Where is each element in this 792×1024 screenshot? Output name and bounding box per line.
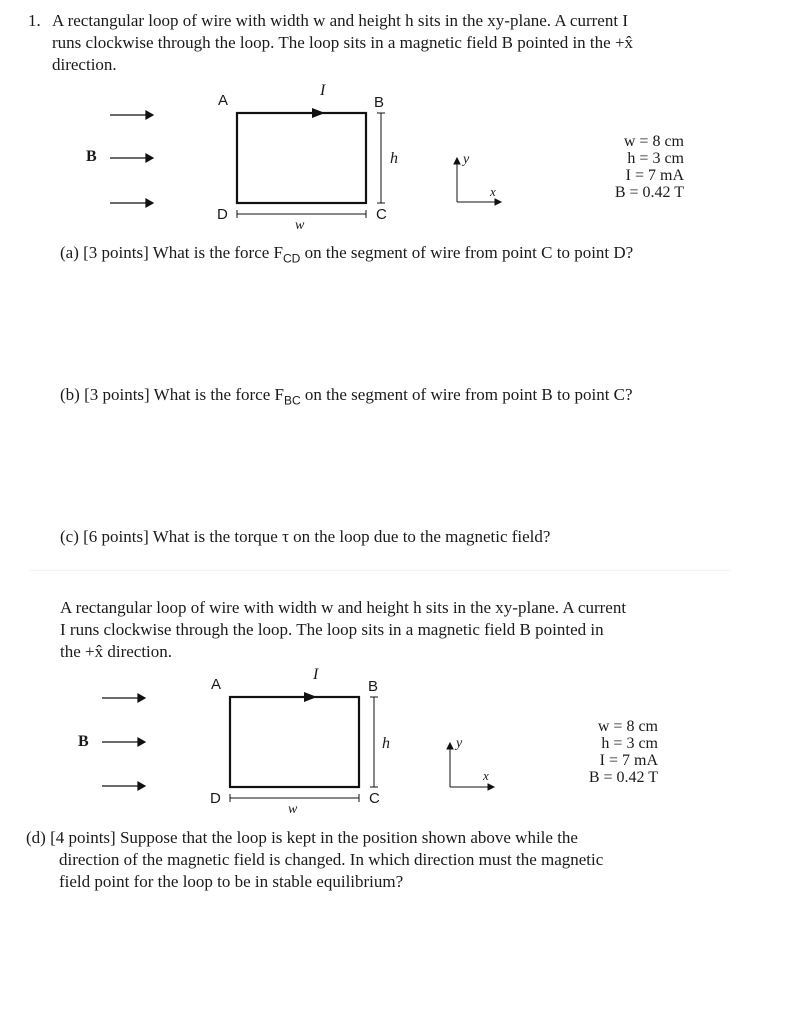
- question-c-prefix: (c): [60, 527, 79, 546]
- question-b-text: What is the force F: [153, 385, 284, 404]
- given-field: B = 0.42 T: [614, 184, 684, 201]
- width-dimension: [237, 210, 366, 218]
- given-height: h = 3 cm: [627, 150, 684, 167]
- repeat-intro-line-3: the +x̂ direction.: [60, 642, 173, 661]
- given-values-2: [534, 718, 658, 786]
- axis-x-label-2: x: [483, 768, 489, 783]
- question-b-subscript: BC: [283, 393, 301, 408]
- given-width: w = 8 cm: [623, 133, 684, 150]
- question-a-text: What is the force F: [152, 243, 284, 262]
- corner-c: C: [376, 206, 387, 223]
- height-dimension-2: [370, 697, 378, 787]
- corner-a: A: [218, 92, 229, 109]
- current-label: I: [320, 82, 326, 99]
- field-arrows: [110, 111, 153, 207]
- question-d-prefix: (d): [26, 828, 46, 847]
- question-a-points: [3 points]: [83, 243, 149, 262]
- width-dimension-2: [230, 794, 359, 802]
- question-c-points: [6 points]: [83, 527, 149, 546]
- given-current-2: I = 7 mA: [599, 752, 658, 769]
- question-b: [60, 385, 633, 407]
- given-height-2: h = 3 cm: [601, 735, 658, 752]
- question-b-points: [3 points]: [84, 385, 150, 404]
- problem-number: 1.: [28, 11, 41, 30]
- field-arrows-2: [102, 694, 145, 790]
- question-a-subscript: CD: [283, 251, 301, 266]
- question-c: [60, 527, 550, 547]
- current-arrow-icon: [312, 108, 325, 118]
- given-values: [560, 133, 684, 201]
- width-label: w: [295, 218, 305, 233]
- field-label: B: [86, 148, 97, 165]
- question-d-points: [4 points]: [50, 828, 116, 847]
- height-label: h: [390, 150, 398, 167]
- question-d-text-1: Suppose that the loop is kept in the position shown above while the: [119, 828, 578, 847]
- width-label-2: w: [288, 802, 298, 817]
- current-label-2: I: [313, 666, 319, 683]
- repeat-intro-line-2: I runs clockwise through the loop. The loop sits in a magnetic field B pointed in: [60, 620, 604, 639]
- corner-c-2: C: [369, 790, 380, 807]
- height-dimension: [377, 113, 385, 203]
- height-label-2: h: [382, 735, 390, 752]
- axis-x-label: x: [490, 184, 496, 199]
- diagram-1: [0, 80, 792, 233]
- repeat-intro-line-1: A rectangular loop of wire with width w and height h sits in the xy-plane. A current: [60, 598, 627, 617]
- axis-y-label-2: y: [456, 736, 463, 751]
- diagram-2-svg: [0, 665, 792, 815]
- question-d-line-1: [26, 827, 578, 849]
- given-current: I = 7 mA: [625, 167, 684, 184]
- corner-d: D: [217, 206, 228, 223]
- corner-a-2: A: [211, 676, 222, 693]
- section-divider: [30, 570, 730, 571]
- corner-b-2: B: [368, 678, 379, 695]
- field-label-2: B: [78, 733, 89, 750]
- question-b-rest: on the segment of wire from point B to point C?: [300, 385, 633, 404]
- question-d-line-3: field point for the loop to be in stable equilibrium?: [59, 872, 404, 891]
- question-a-prefix: (a): [60, 243, 79, 262]
- question-d-line-2: direction of the magnetic field is changed. In which direction must the magnetic: [59, 850, 604, 869]
- given-width-2: w = 8 cm: [597, 718, 658, 735]
- diagram-2: [0, 665, 792, 815]
- axis-y-label: y: [463, 152, 470, 167]
- given-field-2: B = 0.42 T: [588, 769, 658, 786]
- question-a-rest: on the segment of wire from point C to point D?: [300, 243, 634, 262]
- problem-intro-line-2: runs clockwise through the loop. The loop sits in a magnetic field B pointed in the +x̂: [52, 33, 634, 52]
- corner-b: B: [374, 94, 385, 111]
- wire-loop-2: [230, 697, 359, 787]
- wire-loop: [237, 113, 366, 203]
- problem-intro-line-1: A rectangular loop of wire with width w and height h sits in the xy-plane. A current I: [52, 11, 628, 30]
- question-b-prefix: (b): [60, 385, 80, 404]
- corner-d-2: D: [210, 790, 221, 807]
- question-a: [60, 243, 633, 265]
- problem-intro-line-3: direction.: [52, 55, 117, 74]
- question-c-text: What is the torque τ on the loop due to the magnetic field?: [152, 527, 551, 546]
- current-arrow-icon-2: [304, 692, 317, 702]
